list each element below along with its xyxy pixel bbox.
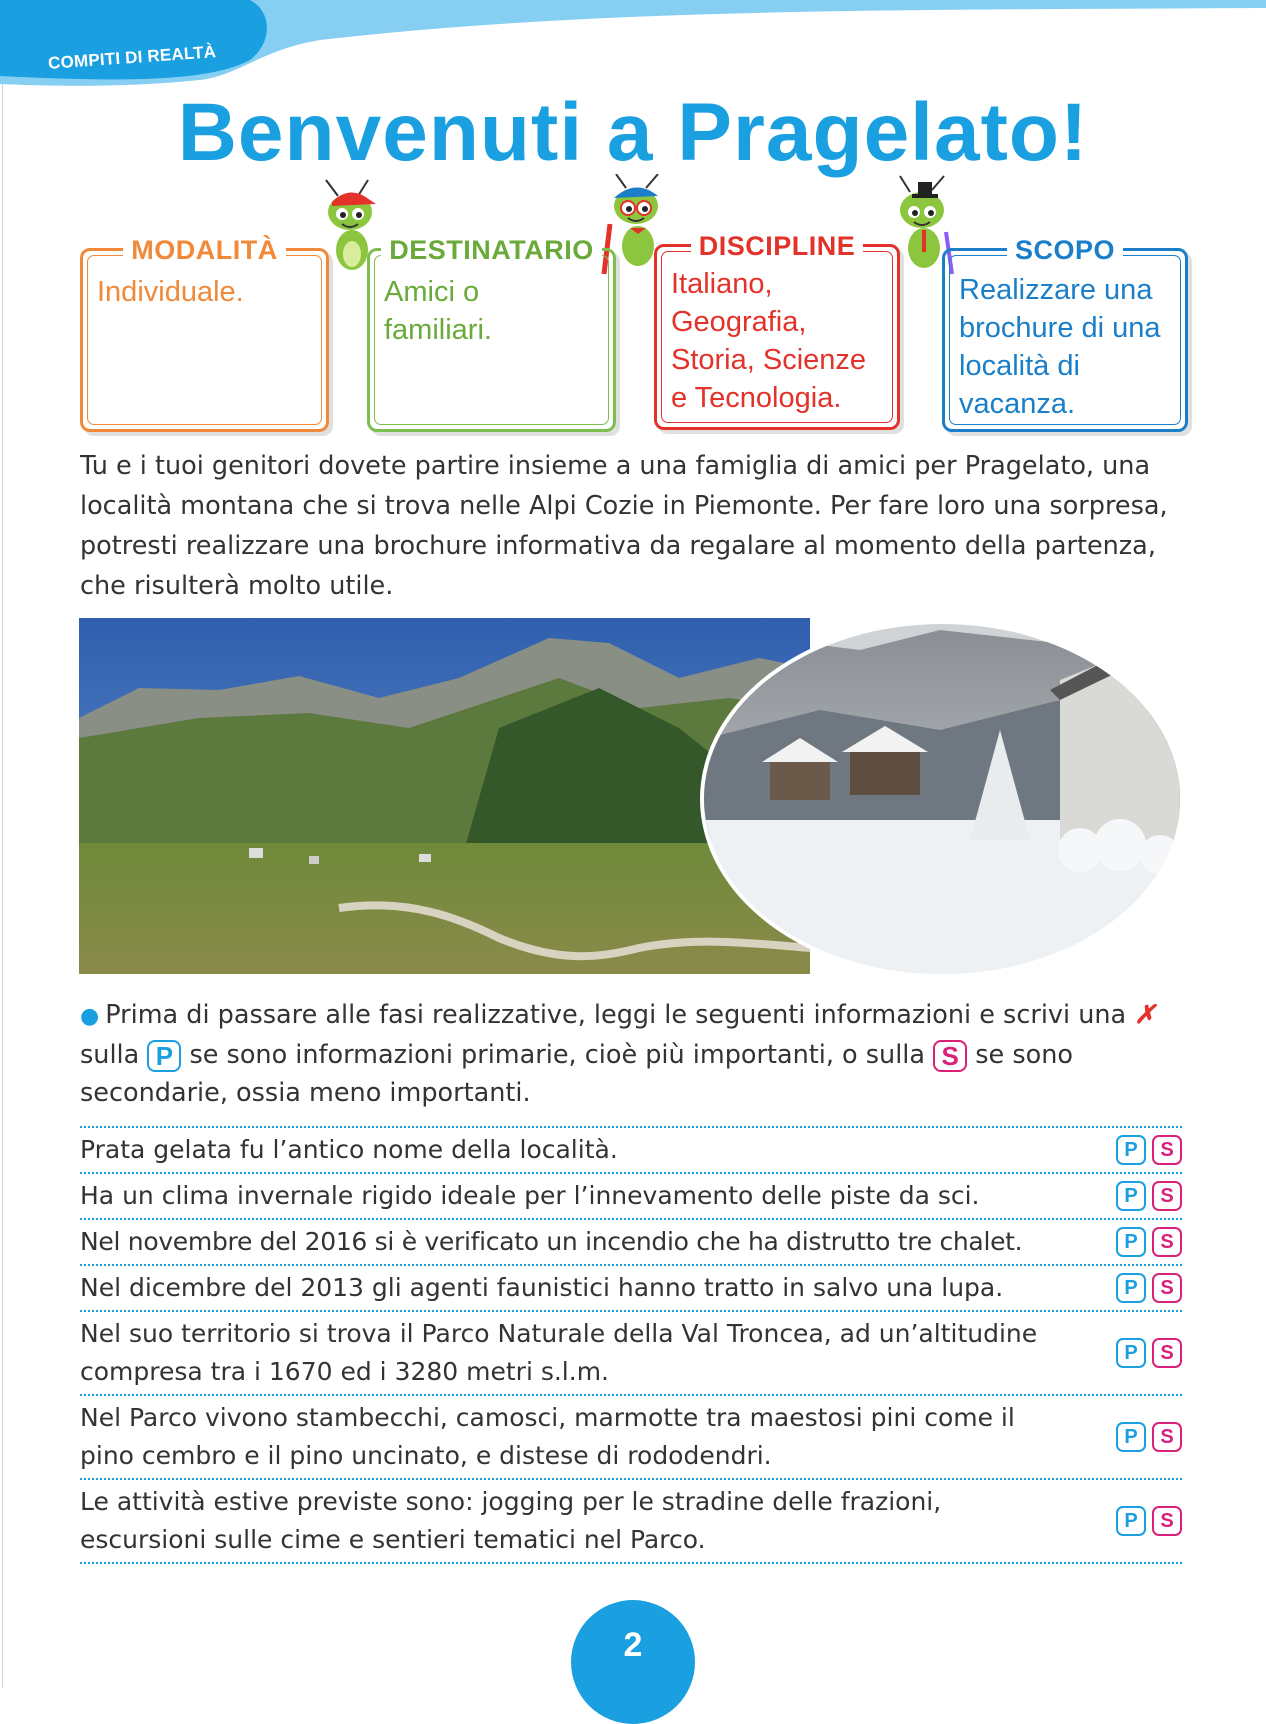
chip-primary: P (147, 1040, 181, 1072)
secondary-checkbox[interactable]: S (1152, 1273, 1182, 1303)
primary-checkbox[interactable]: P (1116, 1338, 1146, 1368)
box-modalita-label: MODALITÀ (123, 235, 285, 265)
primary-checkbox[interactable]: P (1116, 1506, 1146, 1536)
primary-checkbox[interactable]: P (1116, 1227, 1146, 1257)
instruction-part4: se sono secondarie, ossia meno importanti. (80, 1040, 1073, 1108)
instruction-part3: se sono informazioni primarie, cioè più importanti, o sulla (189, 1040, 926, 1070)
chip-secondary: S (933, 1040, 967, 1072)
primary-checkbox[interactable]: P (1116, 1422, 1146, 1452)
statement-row (80, 1394, 1182, 1478)
primary-checkbox[interactable]: P (1116, 1273, 1146, 1303)
statement-text: Ha un clima invernale rigido ideale per l’innevamento delle piste da sci. (80, 1181, 980, 1210)
statement-text: Nel Parco vivono stambecchi, camosci, marmotte tra maestosi pini come il pino cembro e il pino uncinato, e distese di rododendri. (80, 1403, 1015, 1470)
instruction-part2: sulla (80, 1040, 140, 1070)
secondary-checkbox[interactable]: S (1152, 1181, 1182, 1211)
box-scopo-label: SCOPO (1007, 235, 1123, 265)
primary-checkbox[interactable]: P (1116, 1135, 1146, 1165)
statement-text: Le attività estive previste sono: jogging per le stradine delle frazioni, escursioni sulle cime e sentieri tematici nel Parco. (80, 1487, 942, 1554)
box-discipline-text: Italiano, Geografia, Storia, Scienze e Tecnologia. (671, 268, 867, 414)
instruction-paragraph (80, 996, 1190, 1112)
secondary-checkbox[interactable]: S (1152, 1135, 1182, 1165)
intro-paragraph: Tu e i tuoi genitori dovete partire insieme a una famiglia di amici per Pragelato, una località montana che si trova nelle Alpi Cozie in Piemonte. Per fare loro una sorpresa, potresti realizzare una brochure informativa da regalare al momento della partenza, che risulterà molto utile. (80, 451, 1168, 601)
secondary-checkbox[interactable]: S (1152, 1338, 1182, 1368)
secondary-checkbox[interactable]: S (1152, 1422, 1182, 1452)
page-title: Benvenuti a Pragelato! (177, 87, 1089, 178)
page-number: 2 (571, 1600, 695, 1724)
section-tag: COMPITI DI REALTÀ (47, 42, 217, 73)
statement-text: Nel suo territorio si trova il Parco Naturale della Val Troncea, ad un’altitudine compresa tra i 1670 ed i 3280 metri s.l.m. (80, 1319, 1038, 1386)
box-modalita-text: Individuale. (97, 276, 244, 308)
statement-row (80, 1218, 1182, 1264)
winter-village-photo (700, 620, 1184, 978)
cross-mark-icon: ✗ (1134, 1000, 1156, 1030)
box-discipline (654, 231, 900, 430)
box-modalita (80, 235, 329, 432)
statement-text: Prata gelata fu l’antico nome della località. (80, 1135, 618, 1164)
box-destinatario-label: DESTINATARIO (381, 235, 602, 265)
bullet-icon: ● (80, 1004, 100, 1029)
statement-text: Nel novembre del 2016 si è verificato un incendio che ha distrutto tre chalet. (80, 1227, 1023, 1256)
statement-row (80, 1478, 1182, 1564)
secondary-checkbox[interactable]: S (1152, 1227, 1182, 1257)
box-discipline-label: DISCIPLINE (691, 231, 864, 261)
box-scopo-text: Realizzare una brochure di una località di vacanza. (959, 274, 1161, 420)
box-destinatario (367, 235, 616, 432)
box-destinatario-text: Amici o familiari. (384, 276, 492, 346)
statement-row (80, 1264, 1182, 1310)
box-scopo (942, 235, 1188, 432)
statement-row (80, 1310, 1182, 1394)
statement-row (80, 1126, 1182, 1172)
statements-list (80, 1126, 1182, 1564)
instruction-part1: Prima di passare alle fasi realizzative, leggi le seguenti informazioni e scrivi una (105, 1000, 1127, 1030)
statement-row (80, 1172, 1182, 1218)
statement-text: Nel dicembre del 2013 gli agenti faunistici hanno tratto in salvo una lupa. (80, 1273, 1004, 1302)
secondary-checkbox[interactable]: S (1152, 1506, 1182, 1536)
primary-checkbox[interactable]: P (1116, 1181, 1146, 1211)
